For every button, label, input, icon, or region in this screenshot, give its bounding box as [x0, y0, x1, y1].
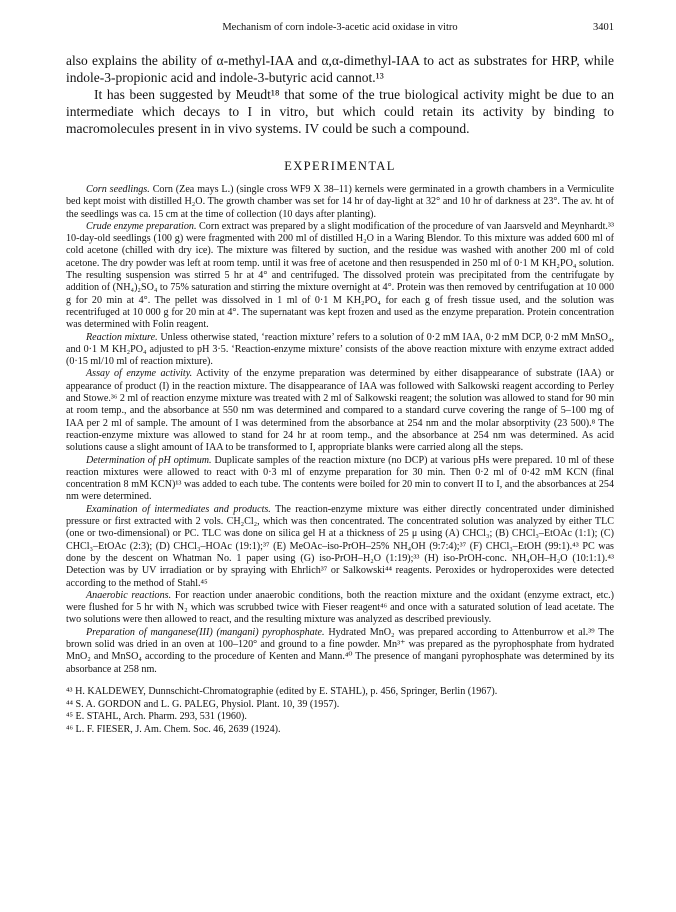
paragraph-text: Corn (Zea mays L.) (single cross WF9 X 38–11) kernels were germinated in a growth chambers in a Vermiculite bed kept moist with distilled H₂O. The growth chamber was set for 14 hr of day-light at 32° and 10 hr of darkness at 23°. The av. ht of the seedlings was ca. 15 cm at the time of collection (10 days after planting). — [66, 184, 614, 220]
paragraph-assay — [66, 368, 614, 454]
paragraph-text: Duplicate samples of the reaction mixture (no DCP) at various pHs were prepared. 10 ml of these reaction mixtures were allowed to react with 0·3 ml of enzyme preparation for 30 min. Then 0·2 ml of 0·42 mM KCN (final concentration 8 mM KCN)¹³ was added to each tube. The contents were boiled for 20 min to convert II to I, and the absorbances at 254 nm were determined. — [66, 454, 614, 503]
lead-paragraph: also explains the ability of α-methyl-IAA and α,α-dimethyl-IAA to act as substrates for HRP, while indole-3-propionic acid and indole-3-butyric acid cannot.¹³ — [66, 53, 614, 85]
paragraph-manganese — [66, 627, 614, 676]
paragraph-enzyme-preparation — [66, 221, 614, 332]
subheading: Assay of enzyme activity. — [86, 368, 193, 380]
paragraph-ph-optimum — [66, 455, 614, 504]
reference-item: ⁴⁴ S. A. GORDON and L. G. PALEG, Physiol. Plant. 10, 39 (1957). — [66, 698, 340, 710]
subheading: Determination of pH optimum. — [86, 454, 212, 466]
paragraph-text: For reaction under anaerobic conditions, both the reaction mixture and the oxidant (enzyme extract, etc.) were flushed for 5 hr with N₂ which was scrubbed twice with Fieser reagent⁴⁶ and once with a saturated solution of lead acetate. The two solutions were then allowed to react, and the resulting mixture was analyzed as described previously. — [66, 589, 614, 626]
paragraph-corn-seedlings — [66, 184, 614, 221]
paragraph-text: The reaction-enzyme mixture was either directly concentrated under diminished pressure or first extracted with 2 vols. CH₂Cl₂, which was then concentrated. The concentrated solution was analyzed by either TLC (one or two-dimensional) or PC. TLC was done on silica gel H at a thickness of 25 μ using (A) CHCl₃; (B) CHCl₃–EtOAc (1:1); (C) CHCl₃–EtOAc (2:3); (D) CHCl₃–HOAc (19:1);³⁷ (E) MeOAc–iso-PrOH–25% NH₄OH (9:7:4);³⁷ (F) CHCl₃–EtOH (99:1).⁴³ PC was done by the descent on Whatman No. 1 paper using (G) iso-PrOH–H₂O (1:19);³³ (H) iso-PrOH-conc. NH₄OH–H₂O (10:1:1).⁴³ Detection was by UV irradiation or by spraying with Ehrlich³⁷ or Salkowski⁴⁴ reagents. Peroxides or hydroperoxides were detected according to the method of Stahl.⁴⁵ — [66, 503, 614, 589]
subheading: Reaction mixture. — [86, 331, 158, 343]
lead-text — [66, 52, 614, 137]
paragraph-text: Hydrated MnO₂ was prepared according to Attenburrow et al.³⁹ The brown solid was dried in an oven at 100–120° and ground to a fine powder. Mn³⁺ was prepared as the pyrophosphate from hydrated MnO₂ and MnSO₄ according to the procedure of Kenten and Mann.⁴⁰ The presence of mangani pyrophosphate was determined by its absorbance at 258 nm. — [66, 626, 614, 675]
lead-paragraph: It has been suggested by Meudt¹⁸ that some of the true biological activity might be due to an intermediate which decays to I in vitro, but which could retain its activity by binding to macromolecules present in in vivo systems. IV could be such a compound. — [66, 87, 614, 136]
subheading: Crude enzyme preparation. — [86, 220, 197, 232]
paragraph-anaerobic — [66, 590, 614, 627]
paragraph-text: Unless otherwise stated, ‘reaction mixture’ refers to a solution of 0·2 mM IAA, 0·2 mM DCP, 0·2 mM MnSO₄, and 0·1 M KH₂PO₄ adjusted to pH 3·5. ‘Reaction-enzyme mixture’ consists of the above reaction mixture with enzyme extract added (0·15 ml/10 ml of reaction mixture). — [66, 331, 614, 368]
page — [66, 22, 614, 737]
paragraph-text: Corn extract was prepared by a slight modification of the procedure of van Jaarsveld and Meynhardt.³³ 10-day-old seedlings (100 g) were fragmented with 200 ml of distilled H₂O in a Waring Blendor. To this mixture was added 600 ml of cold acetone (chilled with dry ice). The mixture was filtered by suction, and the residue was washed with another 200 ml of cold acetone. The dry powder was left at room temp. until it was free of acetone and then resuspended in 250 ml of 0·1 M KH₂PO₄ solution. The resulting suspension was stirred 5 hr at 4° and centrifuged. The dissolved protein was precipitated from the centrifugate by addition of (NH₄)₂SO₄ to 75% saturation and stirring the mixture overnight at 4°. Protein was then removed by centrifugation at 10 000 g for 20 min at 4°. The pellet was dissolved in 1 ml of 0·1 M KH₂PO₄ for each g of fresh tissue used, and the solution was recentrifuged at 10 000 g for 20 min at 4°. The supernatant was kept frozen and used as the enzyme preparation. Protein concentration was determined with Folin reagent. — [66, 220, 614, 331]
reference-item: ⁴³ H. KALDEWEY, Dunnschicht-Chromatographie (edited by E. STAHL), p. 456, Springer, Berlin (1967). — [66, 685, 498, 697]
reference-item: ⁴⁶ L. F. FIESER, J. Am. Chem. Soc. 46, 2639 (1924). — [66, 724, 281, 736]
subheading: Anaerobic reactions. — [86, 589, 172, 601]
subheading: Examination of intermediates and products. — [86, 503, 271, 515]
subheading: Preparation of manganese(III) (mangani) pyrophosphate. — [86, 626, 325, 638]
experimental-body — [66, 184, 614, 676]
reference-item: ⁴⁵ E. STAHL, Arch. Pharm. 293, 531 (1960). — [66, 711, 247, 723]
paragraph-intermediates — [66, 504, 614, 590]
references — [66, 686, 614, 737]
subheading: Corn seedlings. — [86, 184, 150, 195]
page-number: 3401 — [593, 22, 614, 33]
running-title: Mechanism of corn indole-3-acetic acid oxidase in vitro — [222, 22, 458, 33]
page-header — [66, 22, 614, 38]
section-title: EXPERIMENTAL — [284, 159, 396, 173]
paragraph-text: Activity of the enzyme preparation was determined by either disappearance of substrate (IAA) or appearance of product (I) in the reaction mixture. The disappearance of IAA was followed with Salkowski reagent according to Perley and Stowe.³⁶ 2 ml of reaction enzyme mixture was treated with 2 ml of Salkowski reagent; the solution was allowed to stand for 90 min at room temp., and the absorbance at 550 nm was determined and compared to a standard curve covering the range of 5–100 mg of IAA per 2 ml of sample. The amount of I was determined from the absorbance at 254 nm and the molar absorptivity (23 500).⁸ The reaction-enzyme mixture was allowed to stand for 24 hr at room temp., and the absorbance at 254 nm was determined. As acid solutions cause a slight amount of IAA to be transformed to I, appropriate blanks were carried along all the steps. — [66, 368, 614, 454]
paragraph-reaction-mixture — [66, 332, 614, 369]
